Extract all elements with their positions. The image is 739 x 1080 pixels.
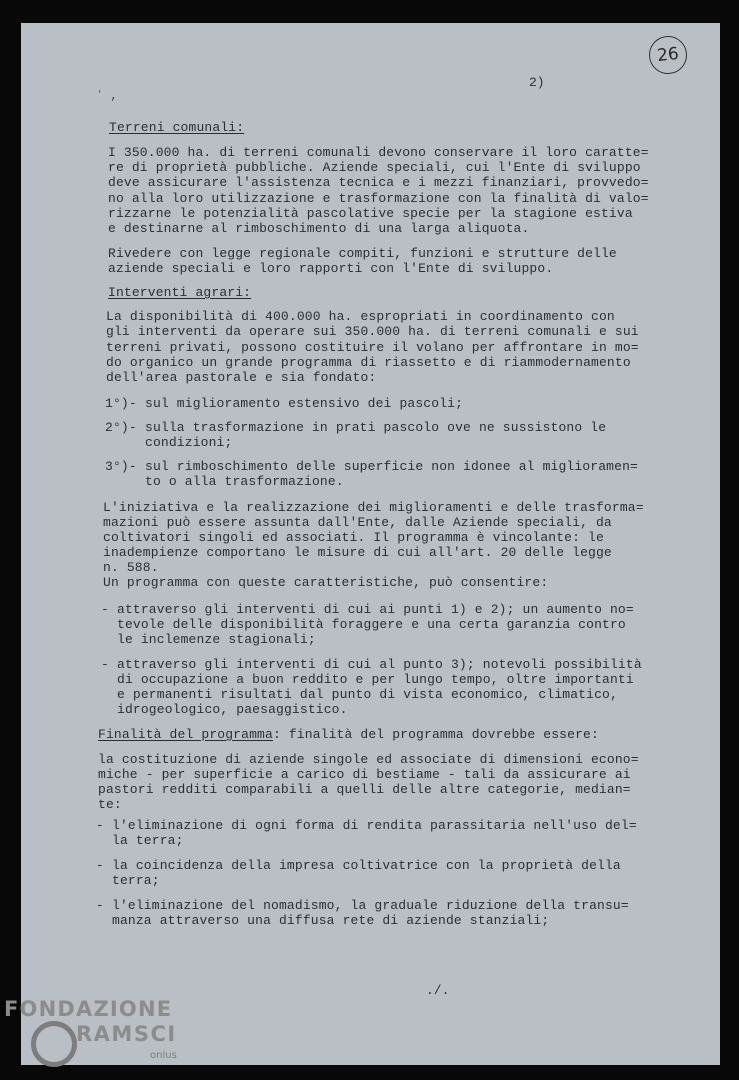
stray-marks: ʼ , [96, 89, 118, 103]
list-item-line: la coincidenza della impresa coltivatrice con la proprietà della [112, 858, 621, 873]
paragraph-line: Rivedere con legge regionale compiti, funzioni e strutture delle [108, 246, 617, 261]
list-item-line: manza attraverso una diffusa rete di aziende stanziali; [112, 913, 550, 928]
list-marker: 3°)- [105, 459, 137, 474]
section-heading-finalita-title: Finalità del programma [98, 727, 273, 742]
dash-marker: - [96, 898, 104, 913]
section-heading-terreni: Terreni comunali: [109, 120, 245, 135]
paragraph-line: Un programma con queste caratteristiche, può consentire: [103, 575, 549, 590]
list-item-line: condizioni; [145, 435, 233, 450]
paragraph-line: te: [98, 797, 122, 812]
paragraph-line: n. 588. [103, 560, 159, 575]
list-item-line: la terra; [112, 833, 184, 848]
paragraph-line: terreni privati, possono costituire il volano per affrontare in mo= [106, 340, 639, 355]
page-number: 2) [529, 75, 545, 90]
paragraph-line: miche - per superficie a carico di bestiame - tali da assicurare ai [98, 767, 631, 782]
watermark-text-2: RAMSCI [76, 1022, 177, 1046]
paragraph-line: pastori redditi comparabili a quelli delle altre categorie, median= [98, 782, 631, 797]
paragraph-line: mazioni può essere assunta dall'Ente, dalle Aziende speciali, da [103, 515, 612, 530]
list-item-line: attraverso gli interventi di cui al punto 3); notevoli possibilità [117, 657, 642, 672]
list-item-line: e permanenti risultati dal punto di vista economico, climatico, [117, 687, 618, 702]
document-page [21, 23, 720, 1065]
list-item-line: sul miglioramento estensivo dei pascoli; [145, 396, 464, 411]
list-item-line: sul rimboschimento delle superficie non idonee al miglioramen= [145, 459, 638, 474]
end-mark: ./. [426, 983, 450, 998]
paragraph-line: re di proprietà pubbliche. Aziende speciali, cui l'Ente di sviluppo [108, 160, 641, 175]
list-item-line: di occupazione a buon reddito e per lungo tempo, oltre importanti [117, 672, 634, 687]
folio-number: 26 [647, 34, 689, 76]
paragraph-line: no alla loro utilizzazione e trasformazione con la finalità di valo= [108, 191, 649, 206]
list-item-line: attraverso gli interventi di cui ai punti 1) e 2); un aumento no= [117, 602, 634, 617]
dash-marker: - [101, 657, 109, 672]
paragraph-line: dell'area pastorale e sia fondato: [106, 370, 377, 385]
list-item-line: terra; [112, 873, 160, 888]
paragraph-line: e destinarne al rimboschimento di una larga aliquota. [108, 221, 530, 236]
dash-marker: - [96, 818, 104, 833]
list-item-line: le inclemenze stagionali; [117, 632, 316, 647]
paragraph-line: inadempienze comportano le misure di cui all'art. 20 delle legge [103, 545, 612, 560]
list-marker: 2°)- [105, 420, 137, 435]
list-item-line: tevole delle disponibilità foraggere e una certa garanzia contro [117, 617, 626, 632]
paragraph-line: gli interventi da operare sui 350.000 ha. di terreni comunali e sui [106, 324, 639, 339]
paragraph-line: rizzarne le potenzialità pascolative specie per la stagione estiva [108, 206, 633, 221]
watermark-g-icon [31, 1021, 77, 1067]
list-item-line: to o alla trasformazione. [145, 474, 344, 489]
paragraph-line: La disponibilità di 400.000 ha. espropriati in coordinamento con [106, 309, 615, 324]
watermark-suffix: onlus [150, 1050, 177, 1061]
paragraph-line: aziende speciali e loro rapporti con l'Ente di sviluppo. [108, 261, 554, 276]
paragraph-line: coltivatori singoli ed associati. Il programma è vincolante: le [103, 530, 604, 545]
watermark-logo [4, 997, 204, 1079]
section-heading-interventi: Interventi agrari: [108, 285, 252, 300]
watermark-text: FONDAZIONE [4, 997, 173, 1021]
paragraph-line: L'iniziativa e la realizzazione dei miglioramenti e delle trasforma= [103, 500, 644, 515]
list-item-line: l'eliminazione di ogni forma di rendita parassitaria nell'uso del= [112, 818, 637, 833]
list-item-line: sulla trasformazione in prati pascolo ove ne sussistono le [145, 420, 607, 435]
section-heading-finalita [98, 727, 599, 742]
dash-marker: - [96, 858, 104, 873]
section-heading-finalita-rest: : finalità del programma dovrebbe essere: [272, 727, 599, 742]
list-item-line: l'eliminazione del nomadismo, la graduale riduzione della transu= [112, 898, 629, 913]
list-item-line: idrogeologico, paesaggistico. [117, 702, 348, 717]
paragraph-line: I 350.000 ha. di terreni comunali devono conservare il loro caratte= [108, 145, 649, 160]
paragraph-line: deve assicurare l'assistenza tecnica e i mezzi finanziari, provvedo= [108, 175, 649, 190]
paragraph-line: do organico un grande programma di riassetto e di riammodernamento [106, 355, 631, 370]
list-marker: 1°)- [105, 396, 137, 411]
dash-marker: - [101, 602, 109, 617]
paragraph-line: la costituzione di aziende singole ed associate di dimensioni econo= [98, 752, 639, 767]
